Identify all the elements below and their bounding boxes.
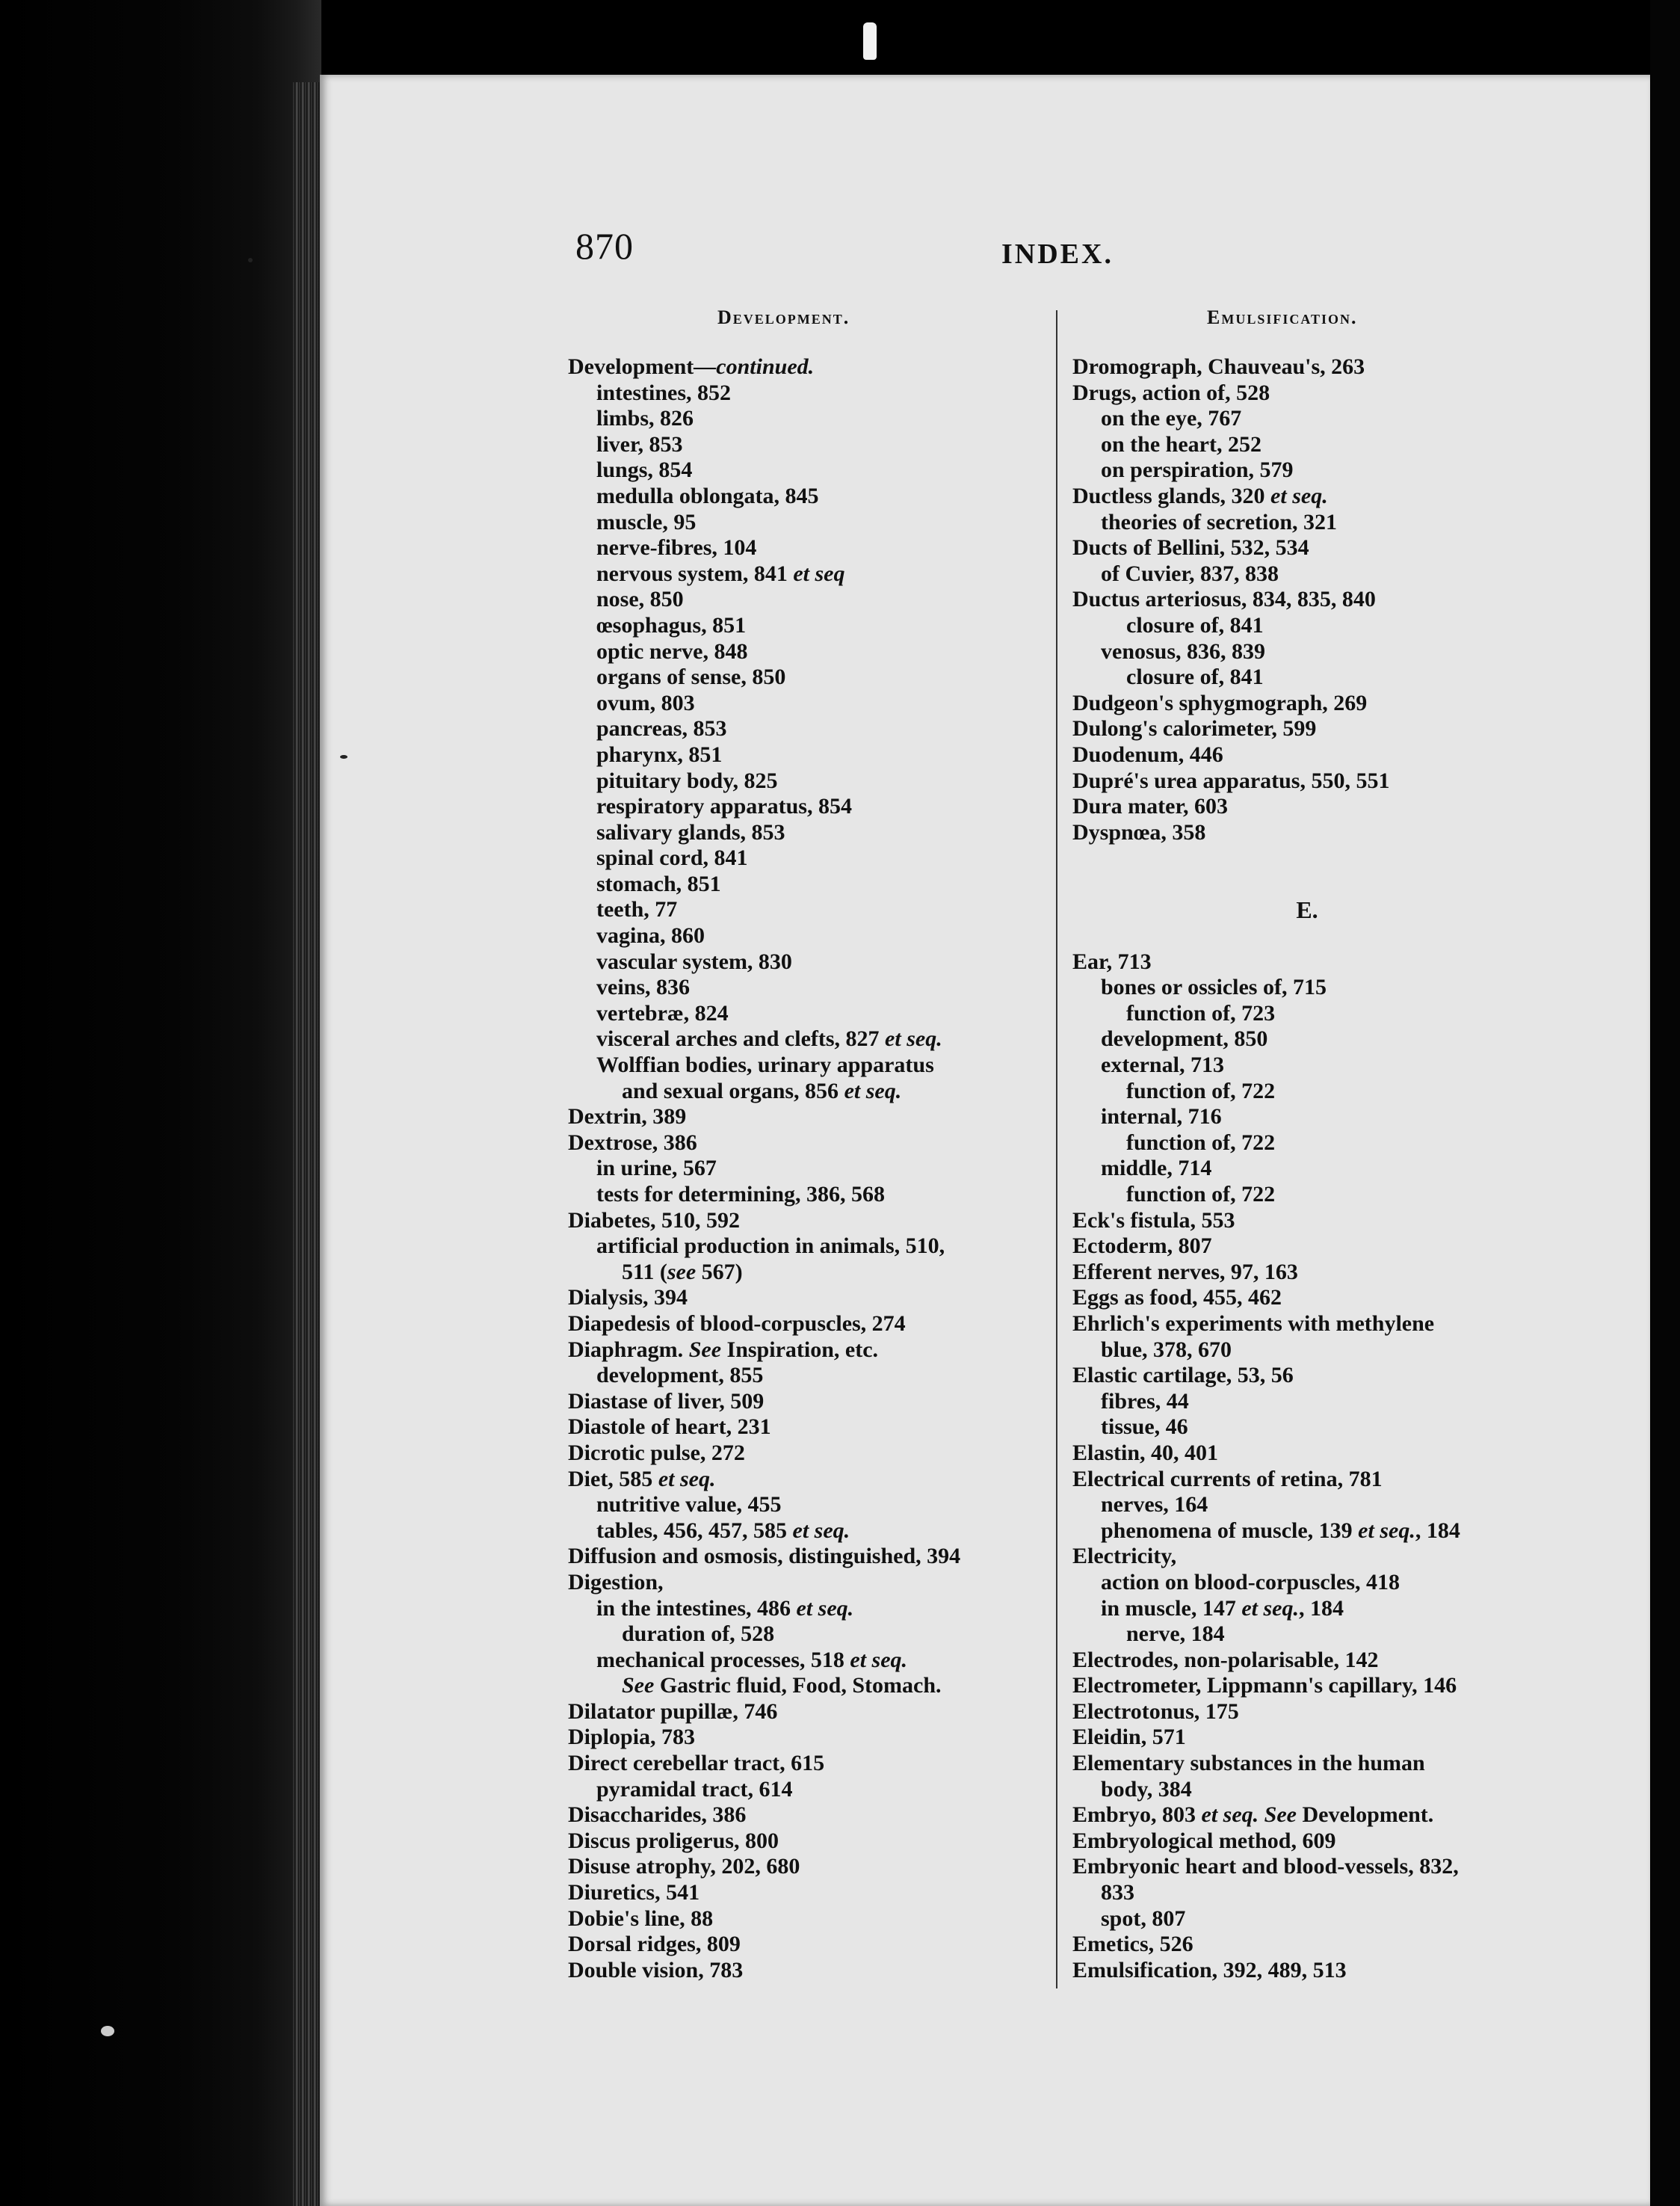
index-entry	[568, 1079, 1035, 1105]
entry-text: Diastase of liver, 509	[568, 1388, 765, 1414]
speck	[248, 258, 253, 262]
entry-text: tables, 456, 457, 585	[596, 1518, 793, 1543]
entry-text: tests for determining, 386, 568	[596, 1182, 886, 1207]
entry-text: closure of, 841	[1126, 665, 1264, 690]
index-entry	[1072, 1725, 1542, 1751]
entry-italic: et seq.	[885, 1026, 942, 1052]
index-entry	[1072, 406, 1542, 432]
entry-text: pituitary body, 825	[596, 768, 778, 793]
entry-text: Electrical currents of retina, 781	[1072, 1466, 1383, 1491]
index-entry	[1072, 1802, 1542, 1828]
index-entry	[1072, 1260, 1542, 1286]
index-entry	[1072, 1932, 1542, 1958]
entry-text: Electrometer, Lippmann's capillary, 146	[1072, 1673, 1457, 1698]
index-entry	[568, 1751, 1035, 1777]
entry-text: Inspiration, etc.	[721, 1337, 879, 1362]
index-entry	[1072, 1492, 1542, 1518]
index-entry	[568, 1233, 1035, 1260]
entry-text: nerve, 184	[1126, 1621, 1225, 1647]
entry-text: Dobie's line, 88	[568, 1905, 714, 1931]
entry-text: development, 855	[596, 1363, 764, 1388]
entry-italic: See	[1264, 1802, 1297, 1828]
index-entry	[1072, 949, 1542, 976]
entry-text: teeth, 77	[596, 897, 678, 922]
index-entry	[1072, 1621, 1542, 1648]
entry-text: Development.	[1296, 1802, 1434, 1828]
entry-text: Dilatator pupillæ, 746	[568, 1698, 778, 1724]
entry-text: Dura mater, 603	[1072, 794, 1229, 819]
index-entry	[568, 1492, 1035, 1518]
entry-text: Dicrotic pulse, 272	[568, 1440, 745, 1465]
index-entry	[1072, 820, 1542, 846]
entry-text: visceral arches and clefts, 827	[596, 1026, 886, 1052]
index-entry	[568, 535, 1035, 561]
index-entry	[1072, 1673, 1542, 1699]
index-entry	[568, 1777, 1035, 1803]
index-entry	[568, 354, 1035, 380]
entry-text: stomach, 851	[596, 871, 721, 896]
index-entry	[568, 613, 1035, 639]
entry-text: function of, 723	[1126, 1000, 1276, 1026]
index-entry	[568, 1337, 1035, 1364]
index-entry	[1072, 872, 1542, 898]
entry-text: Emetics, 526	[1072, 1932, 1193, 1957]
speck	[340, 755, 348, 759]
index-entry	[1072, 1053, 1542, 1079]
entry-text: internal, 716	[1101, 1104, 1222, 1130]
entry-text: on the heart, 252	[1101, 431, 1261, 457]
entry-text: Dupré's urea apparatus, 550, 551	[1072, 768, 1390, 793]
index-entry	[568, 1441, 1035, 1467]
index-entry	[1072, 1596, 1542, 1622]
entry-text: on the eye, 767	[1101, 406, 1242, 431]
entry-italic: et seq.	[844, 1078, 902, 1103]
index-entry	[1072, 665, 1542, 691]
index-entry	[568, 1026, 1035, 1053]
index-entry	[1072, 975, 1542, 1001]
index-entry	[1072, 1544, 1542, 1570]
index-entry	[568, 1802, 1035, 1828]
index-entry	[1072, 457, 1542, 484]
index-entry	[568, 1260, 1035, 1286]
index-entry	[1072, 535, 1542, 561]
entry-text: in urine, 567	[596, 1156, 717, 1181]
entry-text: Ductus arteriosus, 834, 835, 840	[1072, 587, 1376, 612]
index-entry	[1072, 1570, 1542, 1596]
entry-text: development, 850	[1101, 1026, 1268, 1052]
index-entry	[568, 1285, 1035, 1311]
entry-text: Ductless glands, 320	[1072, 483, 1271, 508]
page-number: 870	[575, 225, 634, 267]
index-entry	[1072, 691, 1542, 717]
entry-text: bones or ossicles of, 715	[1101, 975, 1327, 1000]
running-head: INDEX.	[1001, 238, 1114, 270]
index-entry	[568, 716, 1035, 742]
index-entry	[1072, 1156, 1542, 1182]
index-entry	[1072, 1233, 1542, 1260]
entry-text: pharynx, 851	[596, 742, 723, 767]
index-entry	[1072, 587, 1542, 613]
entry-italic: et seq.	[850, 1647, 908, 1672]
entry-text: Dulong's calorimeter, 599	[1072, 716, 1317, 742]
index-entry	[568, 510, 1035, 536]
index-entry	[568, 923, 1035, 949]
index-entry	[568, 1208, 1035, 1234]
index-entry	[568, 1363, 1035, 1389]
index-entry	[568, 1311, 1035, 1337]
index-entry	[1072, 1751, 1542, 1777]
index-entry	[568, 1156, 1035, 1182]
entry-text: Discus proligerus, 800	[568, 1828, 779, 1853]
entry-text: lungs, 854	[596, 457, 693, 483]
entry-text: vertebræ, 824	[596, 1000, 729, 1026]
entry-text: intestines, 852	[596, 380, 731, 405]
entry-text: organs of sense, 850	[596, 665, 786, 690]
entry-text: 511 (	[622, 1259, 667, 1284]
index-entry	[1072, 510, 1542, 536]
entry-italic: et seq.	[1358, 1518, 1415, 1543]
index-entry	[1072, 1079, 1542, 1105]
index-entry	[1072, 716, 1542, 742]
index-entry	[1072, 1363, 1542, 1389]
entry-text: function of, 722	[1126, 1182, 1276, 1207]
entry-text: Drugs, action of, 528	[1072, 380, 1270, 405]
entry-text: Elastin, 40, 401	[1072, 1440, 1219, 1465]
book-binding	[0, 0, 321, 2206]
entry-text: Ehrlich's experiments with methylene	[1072, 1310, 1435, 1336]
index-entry	[1072, 1958, 1542, 1984]
left-index-column	[568, 354, 1035, 1983]
index-entry	[1072, 1828, 1542, 1855]
index-entry	[568, 872, 1035, 898]
entry-text: vagina, 860	[596, 923, 705, 949]
entry-text: Embryonic heart and blood-vessels, 832,	[1072, 1854, 1459, 1879]
index-entry	[568, 897, 1035, 923]
index-entry	[568, 949, 1035, 976]
entry-text: external, 713	[1101, 1053, 1224, 1078]
entry-text: muscle, 95	[596, 509, 697, 534]
index-entry	[568, 1854, 1035, 1880]
entry-text: Disuse atrophy, 202, 680	[568, 1854, 800, 1879]
index-entry	[1072, 1389, 1542, 1415]
entry-text: and sexual organs, 856	[622, 1078, 844, 1103]
entry-text: spot, 807	[1101, 1905, 1186, 1931]
column-divider	[1056, 310, 1057, 1988]
entry-italic: et seq.	[796, 1595, 854, 1621]
entry-text: Eleidin, 571	[1072, 1725, 1186, 1750]
index-entry	[568, 561, 1035, 588]
entry-text: Wolffian bodies, urinary apparatus	[596, 1053, 934, 1078]
entry-text: E.	[1296, 896, 1318, 924]
index-entry	[568, 1958, 1035, 1984]
index-entry	[568, 975, 1035, 1001]
entry-text: tissue, 46	[1101, 1414, 1188, 1440]
entry-text: Duodenum, 446	[1072, 742, 1223, 767]
entry-text: function of, 722	[1126, 1078, 1276, 1103]
entry-text: Dextrose, 386	[568, 1130, 697, 1155]
entry-text: Diaphragm.	[568, 1337, 689, 1362]
index-entry	[1072, 1854, 1542, 1880]
index-entry	[568, 380, 1035, 407]
index-entry	[568, 1596, 1035, 1622]
entry-text: 833	[1101, 1880, 1134, 1905]
entry-text: liver, 853	[596, 431, 683, 457]
index-entry	[568, 484, 1035, 510]
entry-text: Eggs as food, 455, 462	[1072, 1285, 1282, 1310]
index-entry	[1072, 1906, 1542, 1932]
entry-text: Gastric fluid, Food, Stomach.	[654, 1673, 942, 1698]
index-entry	[1072, 1337, 1542, 1364]
entry-italic: et seq.	[1201, 1802, 1259, 1828]
entry-text: Electrodes, non-polarisable, 142	[1072, 1647, 1379, 1672]
entry-text: Diplopia, 783	[568, 1725, 696, 1750]
entry-text: Embryological method, 609	[1072, 1828, 1336, 1853]
index-entry	[568, 1104, 1035, 1130]
entry-text: œsophagus, 851	[596, 612, 747, 638]
entry-text: veins, 836	[596, 975, 691, 1000]
entry-text: ovum, 803	[596, 690, 695, 715]
entry-text: action on blood-corpuscles, 418	[1101, 1569, 1400, 1595]
entry-text: fibres, 44	[1101, 1388, 1189, 1414]
entry-text: middle, 714	[1101, 1156, 1212, 1181]
index-entry	[568, 639, 1035, 665]
entry-text: , 184	[1298, 1595, 1344, 1621]
entry-text: Double vision, 783	[568, 1957, 744, 1982]
entry-text: Digestion,	[568, 1569, 664, 1595]
index-entry	[1072, 1777, 1542, 1803]
entry-text: function of, 722	[1126, 1130, 1276, 1155]
entry-text: blue, 378, 670	[1101, 1337, 1232, 1362]
index-entry	[1072, 1182, 1542, 1208]
index-entry	[1072, 1699, 1542, 1725]
right-index-column	[1072, 354, 1542, 1983]
entry-text: duration of, 528	[622, 1621, 775, 1647]
entry-text: Diuretics, 541	[568, 1880, 700, 1905]
entry-text: Diabetes, 510, 592	[568, 1207, 740, 1233]
entry-text: spinal cord, 841	[596, 845, 748, 871]
entry-text: optic nerve, 848	[596, 638, 748, 664]
index-entry	[568, 1001, 1035, 1027]
entry-italic: see	[667, 1259, 697, 1284]
index-entry	[568, 1880, 1035, 1906]
index-entry	[1072, 1648, 1542, 1674]
scan-border	[1650, 0, 1680, 2206]
entry-text: Dextrin, 389	[568, 1104, 687, 1130]
entry-text: mechanical processes, 518	[596, 1647, 850, 1672]
page-edges	[293, 82, 320, 2206]
entry-text: Elastic cartilage, 53, 56	[1072, 1363, 1294, 1388]
right-column-heading: Emulsification.	[1207, 306, 1358, 328]
index-entry	[568, 691, 1035, 717]
entry-text	[1259, 1802, 1264, 1827]
entry-text: Efferent nerves, 97, 163	[1072, 1259, 1298, 1284]
index-entry	[1072, 380, 1542, 407]
index-entry	[568, 457, 1035, 484]
index-entry	[568, 820, 1035, 846]
index-entry	[1072, 768, 1542, 795]
entry-text: theories of secretion, 321	[1101, 509, 1338, 534]
index-entry	[568, 768, 1035, 795]
entry-text: Emulsification, 392, 489, 513	[1072, 1957, 1347, 1982]
index-entry	[568, 1673, 1035, 1699]
index-entry	[1072, 1130, 1542, 1156]
index-entry	[568, 845, 1035, 872]
index-entry	[568, 1130, 1035, 1156]
index-entry	[1072, 1311, 1542, 1337]
entry-text: Electrotonus, 175	[1072, 1698, 1239, 1724]
index-entry	[1072, 1026, 1542, 1053]
entry-text: nerve-fibres, 104	[596, 535, 757, 561]
entry-text: phenomena of muscle, 139	[1101, 1518, 1359, 1543]
index-entry	[568, 742, 1035, 768]
index-entry	[568, 1932, 1035, 1958]
entry-text: , 184	[1415, 1518, 1460, 1543]
entry-text: in muscle, 147	[1101, 1595, 1242, 1621]
index-entry	[568, 665, 1035, 691]
index-entry	[568, 1414, 1035, 1441]
index-entry	[1072, 794, 1542, 820]
index-entry	[1072, 1467, 1542, 1493]
clip-mark	[863, 22, 877, 60]
entry-text: Direct cerebellar tract, 615	[568, 1751, 825, 1776]
index-entry	[568, 794, 1035, 820]
entry-text: respiratory apparatus, 854	[596, 794, 852, 819]
entry-text: Ectoderm, 807	[1072, 1233, 1212, 1259]
entry-italic: —continued.	[694, 354, 815, 379]
speck	[101, 2026, 114, 2036]
entry-text: Diet, 585	[568, 1466, 658, 1491]
entry-text: Embryo, 803	[1072, 1802, 1202, 1828]
entry-text: on perspiration, 579	[1101, 457, 1294, 483]
entry-text: pancreas, 853	[596, 716, 727, 742]
entry-text: Development	[568, 354, 694, 379]
entry-italic: et seq.	[658, 1466, 716, 1491]
entry-text: Diastole of heart, 231	[568, 1414, 771, 1440]
entry-italic: et seq.	[1270, 483, 1328, 508]
index-entry	[1072, 354, 1542, 380]
entry-text: Diapedesis of blood-corpuscles, 274	[568, 1310, 906, 1336]
entry-text: Dudgeon's sphygmograph, 269	[1072, 690, 1368, 715]
entry-text: Dromograph, Chauveau's, 263	[1072, 354, 1365, 379]
entry-text: Dorsal ridges, 809	[568, 1932, 741, 1957]
entry-text: Diffusion and osmosis, distinguished, 394	[568, 1544, 961, 1569]
entry-text: Elementary substances in the human	[1072, 1751, 1425, 1776]
index-entry	[1072, 1414, 1542, 1441]
entry-text: nervous system, 841	[596, 561, 794, 586]
index-entry	[1072, 923, 1542, 949]
index-entry	[568, 1828, 1035, 1855]
entry-text: Dialysis, 394	[568, 1285, 688, 1310]
index-entry	[568, 1182, 1035, 1208]
index-entry	[1072, 1208, 1542, 1234]
index-entry	[1072, 1441, 1542, 1467]
index-entry	[568, 1725, 1035, 1751]
entry-text: in the intestines, 486	[596, 1595, 797, 1621]
entry-text: closure of, 841	[1126, 612, 1264, 638]
entry-text: artificial production in animals, 510,	[596, 1233, 945, 1259]
entry-text: nutritive value, 455	[596, 1492, 782, 1518]
index-entry	[568, 1699, 1035, 1725]
entry-text: nerves, 164	[1101, 1492, 1208, 1518]
entry-text: Electricity,	[1072, 1544, 1177, 1569]
entry-text: nose, 850	[596, 587, 684, 612]
index-entry	[568, 1906, 1035, 1932]
index-entry	[1072, 1518, 1542, 1544]
entry-text: Ducts of Bellini, 532, 534	[1072, 535, 1309, 561]
index-entry	[568, 1621, 1035, 1648]
section-letter	[1072, 897, 1542, 923]
index-entry	[568, 1648, 1035, 1674]
entry-text: pyramidal tract, 614	[596, 1776, 793, 1802]
entry-text: vascular system, 830	[596, 949, 792, 974]
entry-text: Eck's fistula, 553	[1072, 1207, 1235, 1233]
entry-text: of Cuvier, 837, 838	[1101, 561, 1279, 586]
index-entry	[1072, 613, 1542, 639]
index-entry	[568, 1570, 1035, 1596]
entry-text: limbs, 826	[596, 406, 694, 431]
index-entry	[568, 432, 1035, 458]
index-entry	[568, 406, 1035, 432]
index-entry	[1072, 742, 1542, 768]
index-entry	[568, 1518, 1035, 1544]
index-entry	[568, 1544, 1035, 1570]
index-entry	[1072, 639, 1542, 665]
entry-text: body, 384	[1101, 1776, 1192, 1802]
index-entry	[568, 587, 1035, 613]
index-entry	[1072, 845, 1542, 872]
entry-text: 567)	[696, 1259, 743, 1284]
index-entry	[1072, 484, 1542, 510]
entry-italic: See	[688, 1337, 722, 1362]
index-entry	[568, 1467, 1035, 1493]
index-entry	[1072, 1880, 1542, 1906]
index-entry	[1072, 561, 1542, 588]
entry-text: Dyspnœa, 358	[1072, 819, 1206, 845]
entry-italic: et seq	[793, 561, 845, 586]
index-entry	[568, 1053, 1035, 1079]
entry-text: Ear, 713	[1072, 949, 1152, 974]
index-entry	[568, 1389, 1035, 1415]
index-entry	[1072, 1285, 1542, 1311]
left-column-heading: Development.	[717, 306, 850, 328]
index-entry	[1072, 432, 1542, 458]
entry-text: salivary glands, 853	[596, 819, 785, 845]
entry-text: venosus, 836, 839	[1101, 638, 1266, 664]
index-entry	[1072, 1104, 1542, 1130]
entry-italic: See	[622, 1673, 655, 1698]
entry-italic: et seq.	[1241, 1595, 1299, 1621]
entry-italic: et seq.	[792, 1518, 850, 1543]
index-entry	[1072, 1001, 1542, 1027]
entry-text: Disaccharides, 386	[568, 1802, 747, 1828]
entry-text: medulla oblongata, 845	[596, 483, 819, 508]
